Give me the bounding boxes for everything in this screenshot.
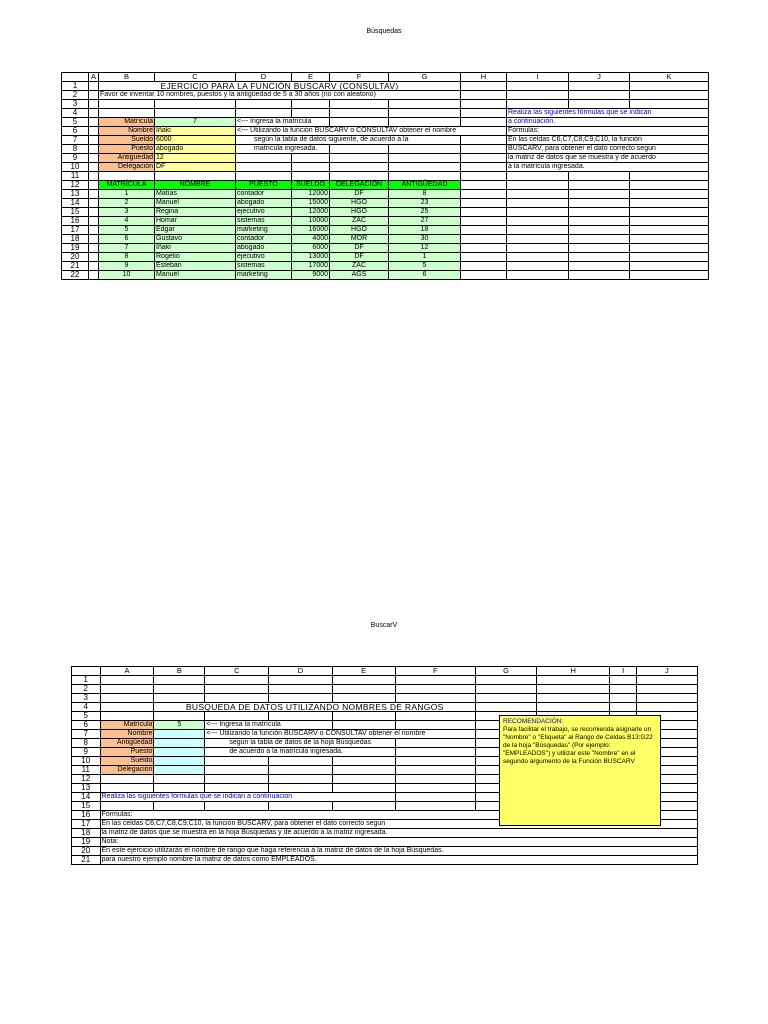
sheet-row xyxy=(72,685,698,694)
note-cell[interactable]: de acuerdo a la matrícula ingresada. xyxy=(205,748,395,757)
note-cell[interactable]: <--- Ingresa la matrícula xyxy=(236,118,330,127)
cell-puesto[interactable]: sistemas xyxy=(236,217,292,226)
column-header-row xyxy=(72,667,698,676)
instruction-cell[interactable]: En este ejercicio utilizarás el nombre de rango que haga referencia a la matriz de datos de la hoja Búsquedas. xyxy=(100,847,698,856)
row-number[interactable]: 1 xyxy=(62,82,89,91)
row-number[interactable]: 12 xyxy=(62,181,89,190)
cell-antiguedad[interactable]: 27 xyxy=(389,217,461,226)
cell-delegacion[interactable]: HGO xyxy=(330,226,389,235)
row-number[interactable]: 3 xyxy=(72,694,101,703)
row-number[interactable]: 7 xyxy=(72,730,101,739)
row-number[interactable]: 11 xyxy=(62,172,89,181)
sheet-row xyxy=(72,838,698,847)
sueldo-output[interactable] xyxy=(154,757,205,766)
spreadsheet-busquedas xyxy=(61,72,709,280)
instruction-cell[interactable]: la matriz de datos que se muestra en la hoja Búsquedas y de acuerdo a la matriz ingresada. xyxy=(100,829,698,838)
instruction-cell[interactable]: Fórmulas: xyxy=(100,811,698,820)
table-header-row xyxy=(62,181,709,190)
column-header[interactable]: G xyxy=(476,667,537,676)
cell-delegacion[interactable]: DF xyxy=(330,253,389,262)
cell-nombre[interactable]: Manuel xyxy=(155,199,236,208)
cell-matricula[interactable]: 4 xyxy=(99,217,155,226)
matricula-label[interactable]: Matrícula xyxy=(99,118,155,127)
cell-delegacion[interactable]: DF xyxy=(330,190,389,199)
puesto-label[interactable]: Puesto xyxy=(99,145,155,154)
row-number[interactable]: 19 xyxy=(62,244,89,253)
cell-nombre[interactable]: Regina xyxy=(155,208,236,217)
column-header[interactable]: F xyxy=(395,667,475,676)
row-number[interactable]: 3 xyxy=(62,100,89,109)
table-header[interactable]: DELEGACIÓN xyxy=(330,181,389,190)
cell-antiguedad[interactable]: 23 xyxy=(389,199,461,208)
cell-matricula[interactable]: 10 xyxy=(99,271,155,280)
cell-antiguedad[interactable]: 30 xyxy=(389,235,461,244)
delegacion-output[interactable]: DF xyxy=(155,163,236,172)
cell-delegacion[interactable]: DF xyxy=(330,244,389,253)
cell-puesto[interactable]: contador xyxy=(236,235,292,244)
cell-puesto[interactable]: marketing xyxy=(236,271,292,280)
row-number[interactable]: 17 xyxy=(62,226,89,235)
row-number[interactable]: 21 xyxy=(62,262,89,271)
matricula-input[interactable]: 5 xyxy=(154,721,205,730)
column-header[interactable]: B xyxy=(154,667,205,676)
cell-antiguedad[interactable]: 5 xyxy=(389,262,461,271)
row-number[interactable]: 5 xyxy=(72,712,101,721)
cell-matricula[interactable]: 1 xyxy=(99,190,155,199)
cell-delegacion[interactable]: ZAC xyxy=(330,262,389,271)
table-row xyxy=(62,226,709,235)
column-header[interactable]: D xyxy=(269,667,332,676)
row-number[interactable]: 9 xyxy=(72,748,101,757)
row-number[interactable]: 14 xyxy=(62,199,89,208)
cell-puesto[interactable]: marketing xyxy=(236,226,292,235)
column-header[interactable]: F xyxy=(330,73,389,82)
sheet-row xyxy=(62,163,709,172)
table-row xyxy=(62,235,709,244)
cell-nombre[interactable]: Gustavo xyxy=(155,235,236,244)
matricula-input[interactable]: 7 xyxy=(155,118,236,127)
note-cell[interactable]: matrícula ingresada. xyxy=(236,145,330,154)
sheet-row xyxy=(72,829,698,838)
antiguedad-label[interactable]: Antigüedad xyxy=(100,739,154,748)
table-row xyxy=(62,271,709,280)
sueldo-label[interactable]: Sueldo xyxy=(100,757,154,766)
puesto-label[interactable]: Puesto xyxy=(100,748,154,757)
column-header[interactable]: I xyxy=(610,667,636,676)
puesto-output[interactable] xyxy=(154,748,205,757)
column-header[interactable]: J xyxy=(636,667,697,676)
cell-matricula[interactable]: 9 xyxy=(99,262,155,271)
column-header[interactable]: B xyxy=(99,73,155,82)
cell-antiguedad[interactable]: 6 xyxy=(389,271,461,280)
column-header[interactable]: J xyxy=(569,73,630,82)
row-number[interactable]: 4 xyxy=(72,703,101,712)
cell-antiguedad[interactable]: 12 xyxy=(389,244,461,253)
row-number[interactable]: 18 xyxy=(62,235,89,244)
right-note[interactable]: Realiza las siguientes fórmulas que se indican xyxy=(507,109,709,118)
row-number[interactable]: 10 xyxy=(72,757,101,766)
note-cell[interactable]: <--- Ingresa la matrícula xyxy=(205,721,332,730)
instruction-cell[interactable]: Favor de inventar 10 nombres, puestos y la antigüedad de 5 a 30 años (no con aleatorio) xyxy=(99,91,461,100)
row-number[interactable]: 20 xyxy=(62,253,89,262)
row-number[interactable]: 17 xyxy=(72,820,101,829)
cell-matricula[interactable]: 7 xyxy=(99,244,155,253)
row-number[interactable]: 8 xyxy=(62,145,89,154)
column-header[interactable]: E xyxy=(292,73,330,82)
page-title: Búsquedas xyxy=(366,28,402,35)
row-number[interactable]: 21 xyxy=(72,856,101,865)
sheet-row xyxy=(62,118,709,127)
column-header[interactable]: E xyxy=(332,667,395,676)
table-row xyxy=(62,190,709,199)
cell-nombre[interactable]: Rogelio xyxy=(155,253,236,262)
row-number[interactable]: 13 xyxy=(72,784,101,793)
table-header[interactable]: PUESTO xyxy=(236,181,292,190)
row-number[interactable]: 14 xyxy=(72,793,101,802)
row-number[interactable]: 6 xyxy=(72,721,101,730)
row-number[interactable]: 4 xyxy=(62,109,89,118)
cell-matricula[interactable]: 6 xyxy=(99,235,155,244)
column-header[interactable]: A xyxy=(100,667,154,676)
table-header[interactable]: MATRÍCULA xyxy=(99,181,155,190)
sheet-row xyxy=(62,100,709,109)
column-header[interactable]: K xyxy=(630,73,709,82)
sheet-row xyxy=(62,136,709,145)
page-title: BuscarV xyxy=(370,622,398,629)
sheet-row xyxy=(72,856,698,865)
cell-sueldo[interactable]: 17000 xyxy=(292,262,330,271)
recommendation-heading: RECOMENDACIÓN: xyxy=(503,718,564,725)
cell-sueldo[interactable]: 9000 xyxy=(292,271,330,280)
row-number[interactable]: 9 xyxy=(62,154,89,163)
note-cell[interactable]: <--- Utilizando la función BUSCARV o CONSULTAV obtener el nombre xyxy=(205,730,476,739)
row-number[interactable]: 5 xyxy=(62,118,89,127)
cell-puesto[interactable]: abogado xyxy=(236,199,292,208)
table-row xyxy=(62,199,709,208)
column-header[interactable]: G xyxy=(389,73,461,82)
row-number[interactable]: 22 xyxy=(62,271,89,280)
cell-delegacion[interactable]: ZAC xyxy=(330,217,389,226)
note-cell[interactable]: según la tabla de datos de la hoja Búsquedas xyxy=(205,739,395,748)
cell-matricula[interactable]: 2 xyxy=(99,199,155,208)
antiguedad-output[interactable] xyxy=(154,739,205,748)
row-number[interactable]: 11 xyxy=(72,766,101,775)
cell-puesto[interactable]: ejecutivo xyxy=(236,208,292,217)
sheet-row xyxy=(72,847,698,856)
instruction-cell[interactable]: En las celdas C6,C7,C8,C9,C10, la función BUSCARV, para obtener el dato correcto según xyxy=(100,820,698,829)
row-number[interactable]: 8 xyxy=(72,739,101,748)
table-header[interactable]: ANTIGÜEDAD xyxy=(389,181,461,190)
antiguedad-label[interactable]: Antigüedad xyxy=(99,154,155,163)
sheet-row xyxy=(72,676,698,685)
instruction-cell[interactable]: Realiza las siguientes fórmulas que se indican a continuación xyxy=(100,793,395,802)
instruction-cell[interactable]: Nota: xyxy=(100,838,698,847)
cell-puesto[interactable]: abogado xyxy=(236,244,292,253)
cell-matricula[interactable]: 8 xyxy=(99,253,155,262)
column-header[interactable]: C xyxy=(205,667,269,676)
cell-delegacion[interactable]: MOR xyxy=(330,235,389,244)
sheet-title[interactable]: EJERCICIO PARA LA FUNCIÓN BUSCARV (CONSULTAV) xyxy=(99,82,461,91)
cell-nombre[interactable]: Iñaki xyxy=(155,244,236,253)
row-number[interactable]: 12 xyxy=(72,775,101,784)
cell-delegacion[interactable]: HGO xyxy=(330,208,389,217)
sheet-row xyxy=(62,172,709,181)
table-row xyxy=(62,217,709,226)
nombre-output[interactable]: Iñaki xyxy=(155,127,236,136)
column-header[interactable]: H xyxy=(537,667,610,676)
nombre-label[interactable]: Nombre xyxy=(99,127,155,136)
cell-sueldo[interactable]: 4000 xyxy=(292,235,330,244)
matricula-label[interactable]: Matrícula xyxy=(100,721,154,730)
cell-antiguedad[interactable]: 8 xyxy=(389,190,461,199)
cell-puesto[interactable]: sistemas xyxy=(236,262,292,271)
note-cell[interactable]: <--- Utilizando la función BUSCARV o CONSULTAV obtener el nombre xyxy=(236,127,507,136)
row-number[interactable]: 20 xyxy=(72,847,101,856)
cell-nombre[interactable]: Manuel xyxy=(155,271,236,280)
nombre-label[interactable]: Nombre xyxy=(100,730,154,739)
column-header[interactable]: H xyxy=(461,73,507,82)
cell-puesto[interactable]: contador xyxy=(236,190,292,199)
row-number[interactable]: 19 xyxy=(72,838,101,847)
row-number[interactable]: 2 xyxy=(72,685,101,694)
cell-delegacion[interactable]: HGO xyxy=(330,199,389,208)
row-number[interactable]: 15 xyxy=(72,802,101,811)
sheet-row xyxy=(62,91,709,100)
cell-sueldo[interactable]: 13000 xyxy=(292,253,330,262)
row-number[interactable]: 2 xyxy=(62,91,89,100)
instruction-cell[interactable]: para nuestro ejemplo nombre la matriz de datos como EMPLEADOS. xyxy=(100,856,698,865)
cell-delegacion[interactable]: AGS xyxy=(330,271,389,280)
cell-antiguedad[interactable]: 1 xyxy=(389,253,461,262)
table-row xyxy=(62,244,709,253)
table-header[interactable]: SUELDO xyxy=(292,181,330,190)
cell-matricula[interactable]: 3 xyxy=(99,208,155,217)
sheet-title[interactable]: BUSQUEDA DE DATOS UTILIZANDO NOMBRES DE RANGOS xyxy=(154,703,476,712)
row-number[interactable]: 18 xyxy=(72,829,101,838)
table-row xyxy=(62,262,709,271)
row-number[interactable]: 16 xyxy=(62,217,89,226)
table-row xyxy=(62,208,709,217)
cell-puesto[interactable]: ejecutivo xyxy=(236,253,292,262)
cell-sueldo[interactable]: 6000 xyxy=(292,244,330,253)
cell-nombre[interactable]: Matías xyxy=(155,190,236,199)
right-note[interactable]: En las celdas C6,C7,C8,C9,C10, la función xyxy=(507,136,709,145)
cell-antiguedad[interactable]: 18 xyxy=(389,226,461,235)
note-cell[interactable]: según la tabla de datos siguiente, de acuerdo a la xyxy=(236,136,461,145)
cell-sueldo[interactable]: 12000 xyxy=(292,190,330,199)
cell-sueldo[interactable]: 15000 xyxy=(292,199,330,208)
cell-sueldo[interactable]: 12000 xyxy=(292,208,330,217)
delegacion-label[interactable]: Delegación xyxy=(100,766,154,775)
row-number[interactable]: 13 xyxy=(62,190,89,199)
row-number[interactable]: 7 xyxy=(62,136,89,145)
sheet-row xyxy=(62,82,709,91)
cell-sueldo[interactable]: 10000 xyxy=(292,217,330,226)
column-header[interactable]: C xyxy=(155,73,236,82)
column-header[interactable]: D xyxy=(236,73,292,82)
cell-sueldo[interactable]: 16000 xyxy=(292,226,330,235)
puesto-output[interactable]: abogado xyxy=(155,145,236,154)
sueldo-label[interactable]: Sueldo xyxy=(99,136,155,145)
cell-nombre[interactable]: Esteban xyxy=(155,262,236,271)
row-number[interactable]: 1 xyxy=(72,676,101,685)
sheet-row xyxy=(62,109,709,118)
cell-nombre[interactable]: Edgar xyxy=(155,226,236,235)
right-note[interactable]: Fórmulas: xyxy=(507,127,709,136)
sheet-row xyxy=(72,703,698,712)
sueldo-output[interactable]: 6000 xyxy=(155,136,236,145)
row-number[interactable]: 16 xyxy=(72,811,101,820)
cell-nombre[interactable]: Homar xyxy=(155,217,236,226)
right-note[interactable]: a continuación. xyxy=(507,118,709,127)
right-note[interactable]: BUSCARV, para obtener el dato correcto según xyxy=(507,145,709,154)
cell-matricula[interactable]: 5 xyxy=(99,226,155,235)
recommendation-body: Para facilitar el trabajo, se recomienda asignarle un "Nombre" o "Etiqueta" al Rango de Celdas B13:G22 de la hoja "Búsquedas" (Por ejemplo: "EMPLEADOS") y utilizar este "Nombre" en el segundo argumento de la Función BUSCARV xyxy=(503,726,653,765)
column-header[interactable]: A xyxy=(89,73,99,82)
nombre-output[interactable] xyxy=(154,730,205,739)
right-note[interactable]: a la matrícula ingresada. xyxy=(507,163,709,172)
column-header[interactable]: I xyxy=(507,73,569,82)
table-row xyxy=(62,253,709,262)
sheet-row xyxy=(62,127,709,136)
delegacion-label[interactable]: Delegación xyxy=(99,163,155,172)
antiguedad-output[interactable]: 12 xyxy=(155,154,236,163)
sheet-row xyxy=(62,145,709,154)
sheet-row xyxy=(62,154,709,163)
cell-antiguedad[interactable]: 25 xyxy=(389,208,461,217)
row-number[interactable]: 15 xyxy=(62,208,89,217)
row-number[interactable]: 10 xyxy=(62,163,89,172)
recommendation-note xyxy=(499,715,661,826)
table-header[interactable]: NOMBRE xyxy=(155,181,236,190)
row-number[interactable]: 6 xyxy=(62,127,89,136)
delegacion-output[interactable] xyxy=(154,766,205,775)
right-note[interactable]: la matriz de datos que se muestra y de acuerdo xyxy=(507,154,709,163)
